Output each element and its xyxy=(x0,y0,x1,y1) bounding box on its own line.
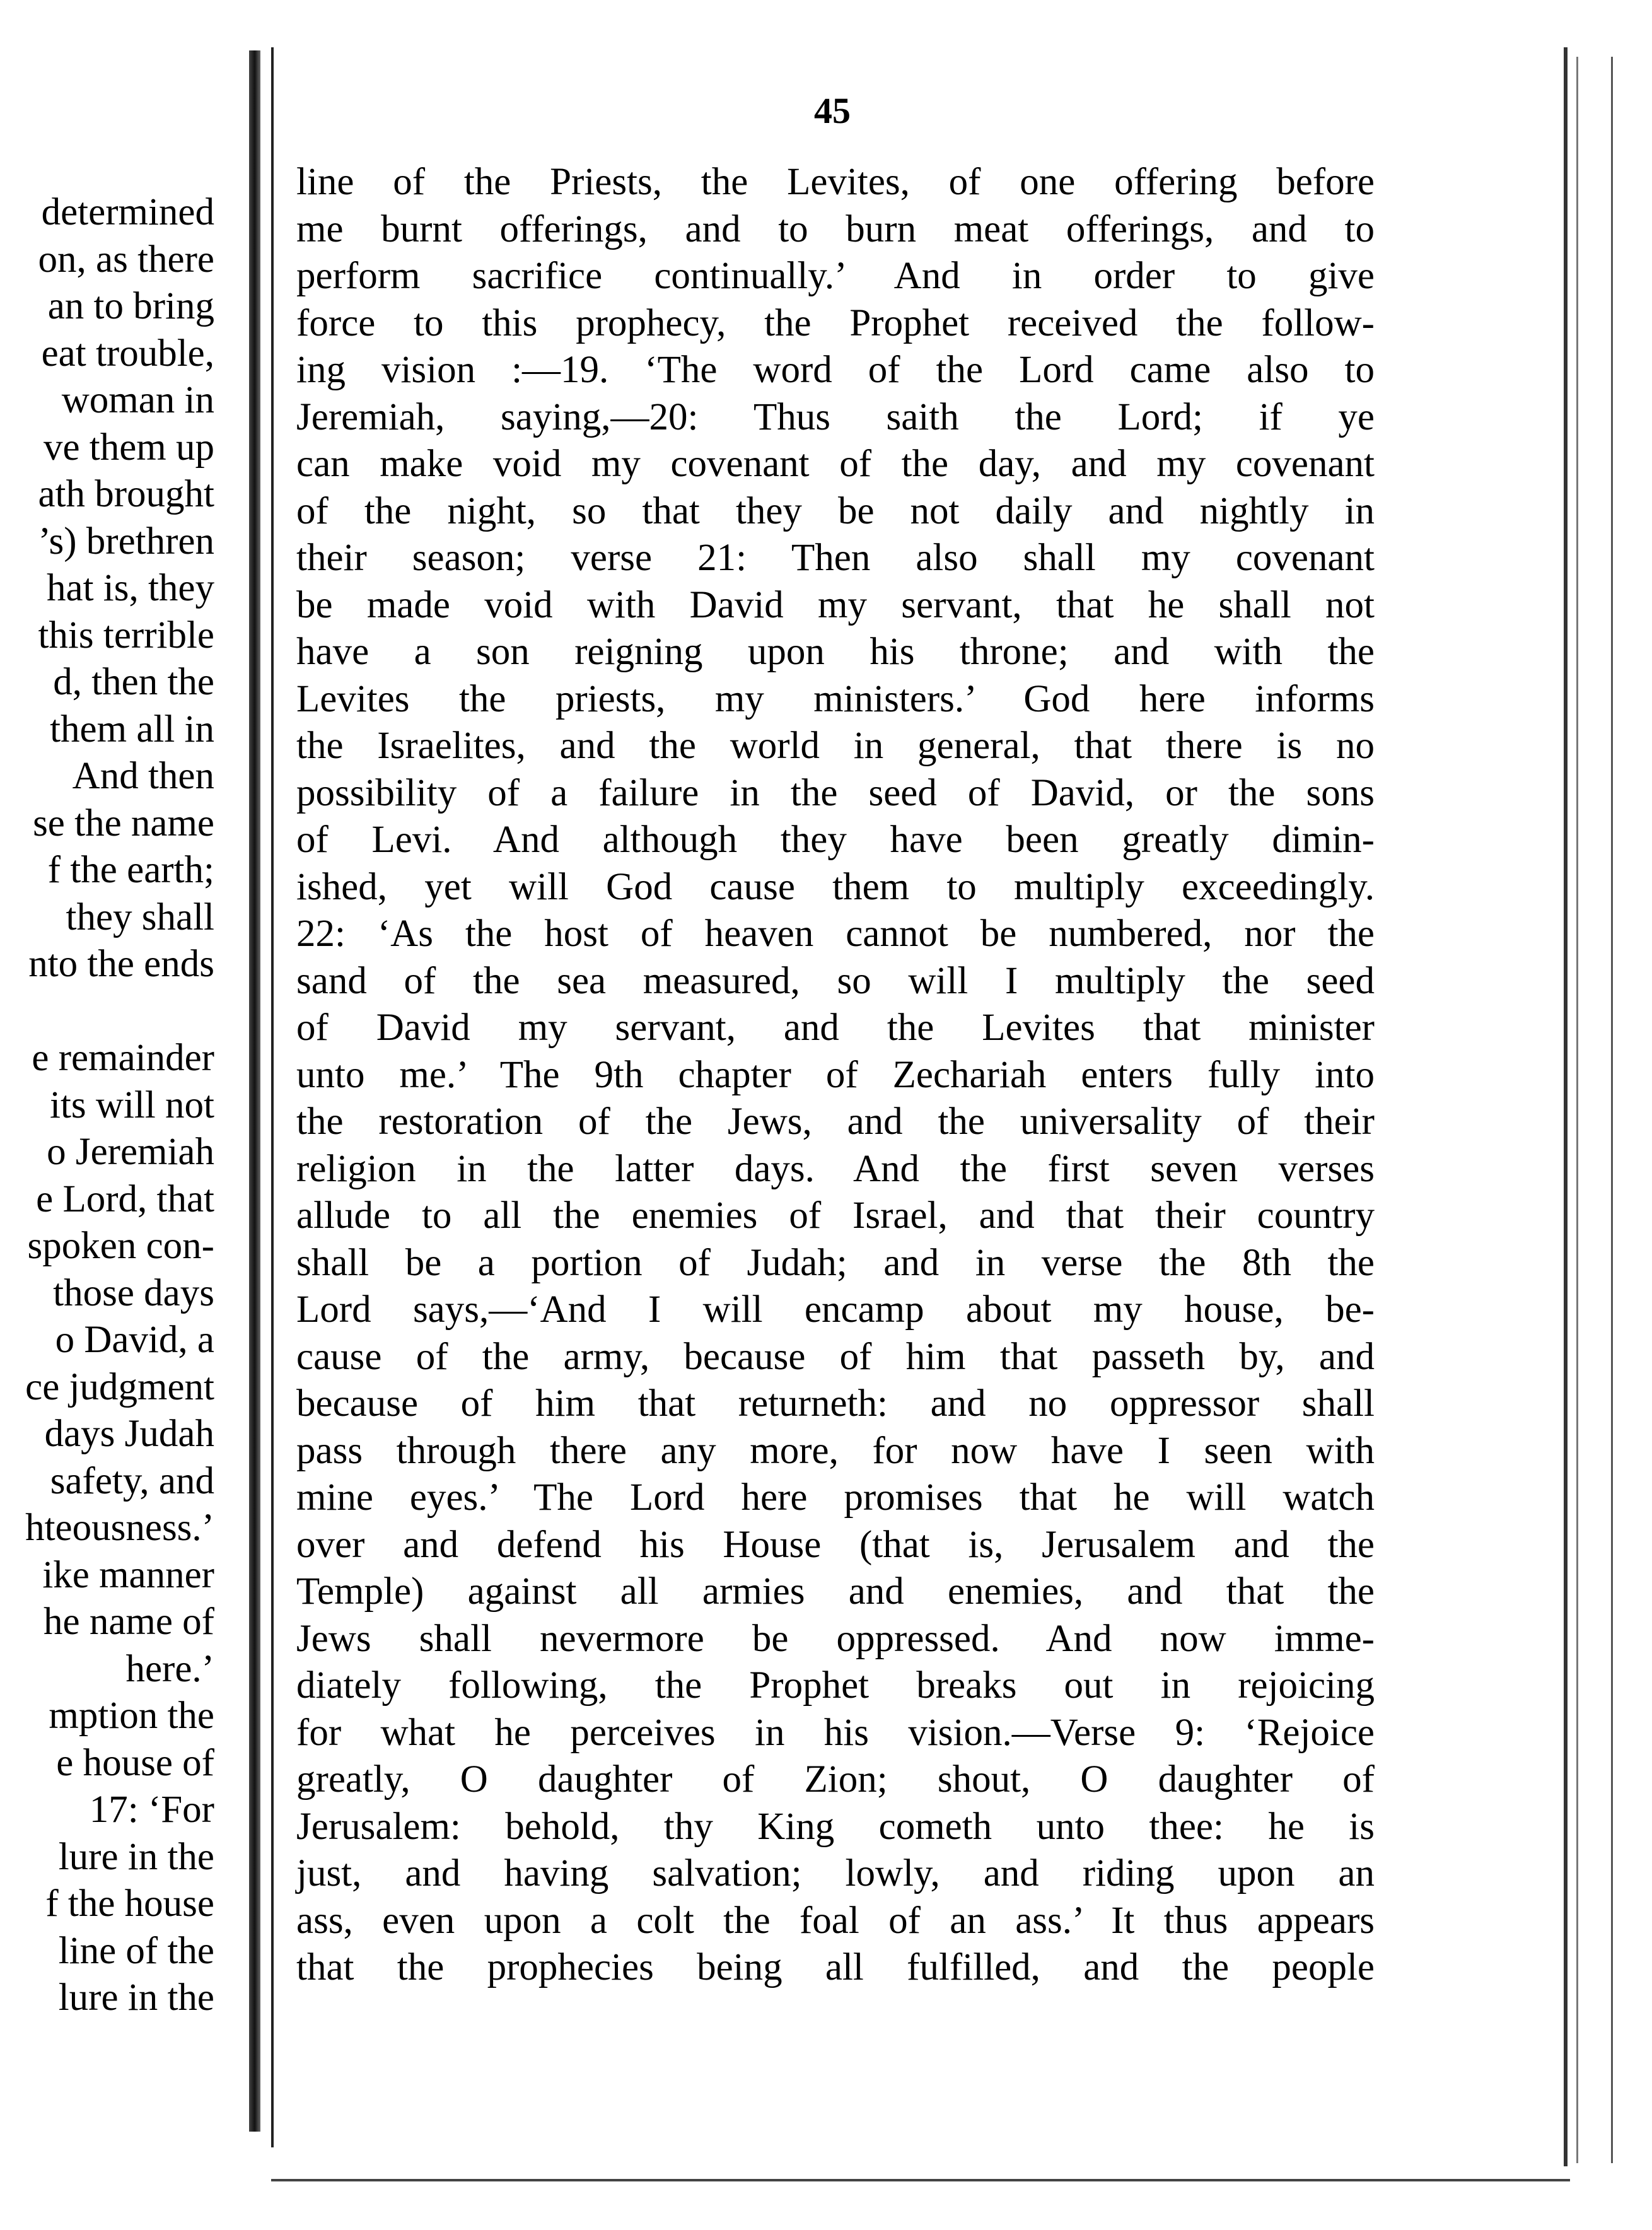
text-line: the Israelites, and the world in general, that there is no xyxy=(296,725,1375,767)
previous-page-fragment xyxy=(0,0,249,2230)
page-stack-edge-outer xyxy=(1611,57,1613,2163)
previous-page-line: ath brought xyxy=(38,473,214,515)
previous-page-line: mption the xyxy=(49,1695,214,1737)
previous-page-line: safety, and xyxy=(50,1459,214,1502)
previous-page-line: spoken con- xyxy=(27,1225,214,1267)
text-line: sand of the sea measured, so will I multiply the seed xyxy=(296,959,1375,1002)
previous-page-line xyxy=(25,988,214,1036)
previous-page-line: nto the ends xyxy=(28,943,214,985)
previous-page-line: lure in the xyxy=(58,1976,214,2019)
page-left-edge xyxy=(271,47,274,2147)
text-line: Lord says,—‘And I will encamp about my house, be- xyxy=(296,1288,1375,1331)
previous-page-line: ike manner xyxy=(42,1553,214,1596)
text-line: shall be a portion of Judah; and in verse the 8th the xyxy=(296,1241,1375,1284)
text-line: Jerusalem: behold, thy King cometh unto thee: he is xyxy=(296,1805,1375,1848)
text-line: can make void my covenant of the day, and my covenant xyxy=(296,443,1375,485)
text-line: force to this prophecy, the Prophet received the follow- xyxy=(296,301,1375,344)
previous-page-line: 17: ‘For xyxy=(89,1789,214,1831)
text-line: ass, even upon a colt the foal of an ass.’ It thus appears xyxy=(296,1899,1375,1942)
text-line: of the night, so that they be not daily and nightly in xyxy=(296,489,1375,532)
previous-page-line: here.’ xyxy=(125,1647,214,1690)
text-line: be made void with David my servant, that he shall not xyxy=(296,583,1375,626)
previous-page-line: ’s) brethren xyxy=(38,520,214,563)
text-line: religion in the latter days. And the first seven verses xyxy=(296,1147,1375,1190)
previous-page-line: e Lord, that xyxy=(36,1177,214,1220)
previous-page-line: e house of xyxy=(56,1741,214,1784)
previous-page-line: hat is, they xyxy=(47,567,214,609)
text-line: perform sacrifice continually.’ And in order to give xyxy=(296,255,1375,297)
previous-page-line: ve them up xyxy=(43,426,214,469)
previous-page-line: days Judah xyxy=(44,1413,214,1455)
page-stack-edge xyxy=(1576,57,1578,2163)
text-line: ished, yet will God cause them to multiply exceedingly. xyxy=(296,865,1375,908)
text-line: 22: ‘As the host of heaven cannot be numbered, nor the xyxy=(296,913,1375,955)
page-bottom-edge xyxy=(271,2179,1570,2181)
text-line: ing vision :—19. ‘The word of the Lord came also to xyxy=(296,349,1375,391)
previous-page-line: determined xyxy=(41,191,214,233)
previous-page-line: o Jeremiah xyxy=(47,1131,214,1173)
text-line: Temple) against all armies and enemies, and that the xyxy=(296,1570,1375,1613)
text-line: pass through there any more, for now have I seen with xyxy=(296,1429,1375,1472)
text-line: Jeremiah, saying,—20: Thus saith the Lord; if ye xyxy=(296,395,1375,438)
text-line: Levites the priests, my ministers.’ God here informs xyxy=(296,677,1375,720)
text-line: allude to all the enemies of Israel, and that their country xyxy=(296,1194,1375,1237)
previous-page-line: he name of xyxy=(44,1601,214,1643)
text-line: that the prophecies being all fulfilled, and the people xyxy=(296,1946,1375,1988)
previous-page-line: f the house xyxy=(45,1883,214,1925)
previous-page-line: e remainder xyxy=(32,1037,214,1079)
previous-page-line: o David, a xyxy=(55,1319,214,1361)
page-number: 45 xyxy=(814,90,851,131)
page-body-text xyxy=(296,159,1375,1992)
book-gutter xyxy=(249,50,260,2132)
text-line: cause of the army, because of him that passeth by, and xyxy=(296,1335,1375,1378)
previous-page-line: And then xyxy=(72,755,214,797)
previous-page-line: d, then the xyxy=(53,661,214,703)
text-line: of Levi. And although they have been greatly dimin- xyxy=(296,819,1375,861)
text-line: because of him that returneth: and no oppressor shall xyxy=(296,1382,1375,1425)
text-line: for what he perceives in his vision.—Verse 9: ‘Rejoice xyxy=(296,1711,1375,1754)
text-line: possibility of a failure in the seed of David, or the sons xyxy=(296,771,1375,814)
previous-page-line: they shall xyxy=(66,896,214,938)
text-line: Jews shall nevermore be oppressed. And now imme- xyxy=(296,1617,1375,1660)
text-line: of David my servant, and the Levites that minister xyxy=(296,1007,1375,1049)
text-line: me burnt offerings, and to burn meat offerings, and to xyxy=(296,207,1375,250)
text-line: mine eyes.’ The Lord here promises that he will watch xyxy=(296,1476,1375,1519)
previous-page-line: its will not xyxy=(50,1083,214,1126)
previous-page-line: woman in xyxy=(61,379,214,421)
text-line: the restoration of the Jews, and the universality of their xyxy=(296,1100,1375,1143)
page-right-edge xyxy=(1564,47,1568,2166)
previous-page-line: this terrible xyxy=(38,614,214,657)
previous-page-line: f the earth; xyxy=(47,849,214,891)
previous-page-line: lure in the xyxy=(58,1835,214,1878)
previous-page-line: se the name xyxy=(33,802,214,844)
text-line: just, and having salvation; lowly, and riding upon an xyxy=(296,1852,1375,1894)
previous-page-line: those days xyxy=(53,1271,214,1314)
text-line: have a son reigning upon his throne; and with the xyxy=(296,631,1375,673)
text-line: their season; verse 21: Then also shall my covenant xyxy=(296,537,1375,579)
text-line: over and defend his House (that is, Jerusalem and the xyxy=(296,1523,1375,1566)
previous-page-line: ce judgment xyxy=(25,1365,214,1408)
previous-page-line: hteousness.’ xyxy=(25,1507,214,1549)
previous-page-line: on, as there xyxy=(38,238,214,281)
previous-page-line: line of the xyxy=(58,1929,214,1972)
text-line: greatly, O daughter of Zion; shout, O daughter of xyxy=(296,1758,1375,1801)
previous-page-text xyxy=(25,189,214,2022)
text-line: unto me.’ The 9th chapter of Zechariah enters fully into xyxy=(296,1053,1375,1096)
text-line: diately following, the Prophet breaks out in rejoicing xyxy=(296,1664,1375,1707)
text-line: line of the Priests, the Levites, of one offering before xyxy=(296,161,1375,203)
previous-page-line: eat trouble, xyxy=(41,332,214,375)
previous-page-line: an to bring xyxy=(47,285,214,327)
previous-page-line: them all in xyxy=(50,708,214,750)
